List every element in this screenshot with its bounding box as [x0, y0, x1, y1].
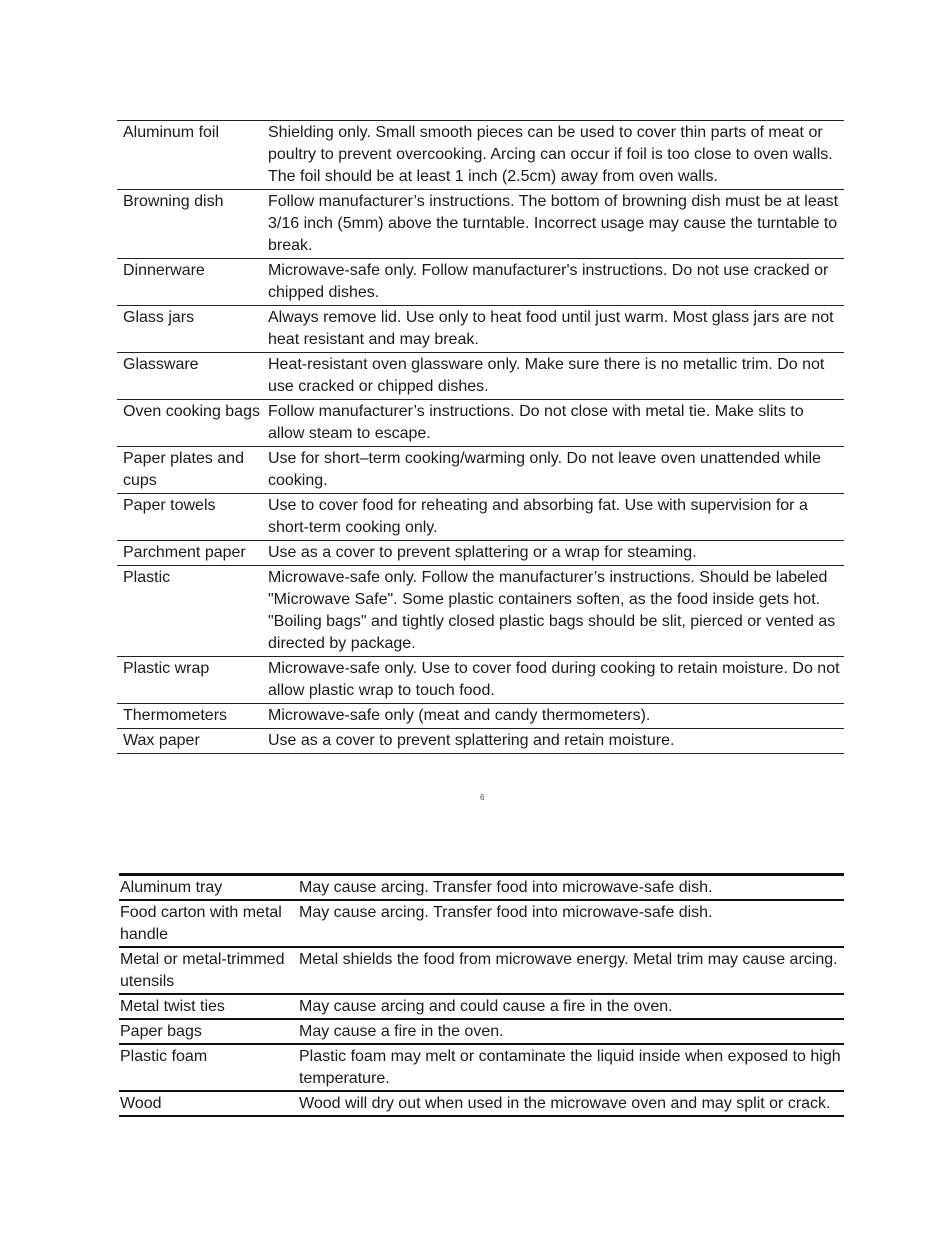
- material-name: Wood: [120, 1095, 162, 1112]
- material-name: Aluminum tray: [120, 879, 223, 896]
- material-description: Use to cover food for reheating and absorbing fat. Use with supervision for a short-term cooking only.: [268, 497, 808, 536]
- safe-materials-table: [117, 120, 844, 754]
- material-description: Metal shields the food from microwave energy. Metal trim may cause arcing.: [299, 951, 838, 968]
- material-name: Paper plates and cups: [123, 450, 244, 489]
- table-row: [117, 566, 844, 657]
- table-row: [117, 657, 844, 704]
- material-description: Use for short–term cooking/warming only. Do not leave oven unattended while cooking.: [268, 450, 821, 489]
- material-description: Microwave-safe only. Use to cover food during cooking to retain moisture. Do not allow plastic wrap to touch food.: [268, 660, 840, 699]
- table-row: [117, 494, 844, 541]
- table-row: [117, 353, 844, 400]
- material-description: Microwave-safe only. Follow the manufacturer’s instructions. Should be labeled "Microwave Safe". Some plastic containers soften, as the food inside gets hot. "Boiling bags" and tightly closed plastic bags should be slit, pierced or vented as directed by package.: [268, 569, 836, 652]
- material-description: Plastic foam may melt or contaminate the liquid inside when exposed to high temperature.: [299, 1048, 841, 1087]
- table-row: [119, 1044, 844, 1091]
- table-row: [117, 121, 844, 190]
- table-row: [119, 947, 844, 994]
- material-name: Plastic foam: [120, 1048, 208, 1065]
- unsafe-materials-table: [119, 873, 844, 1117]
- material-description: Shielding only. Small smooth pieces can be used to cover thin parts of meat or poultry to prevent overcooking. Arcing can occur if foil is too close to oven walls. The foil should be at least 1 inch (2.5cm) away from oven walls.: [268, 124, 833, 185]
- table-row: [119, 994, 844, 1019]
- table-row: [117, 541, 844, 566]
- material-description: Use as a cover to prevent splattering or a wrap for steaming.: [268, 544, 697, 561]
- material-description: May cause arcing. Transfer food into microwave-safe dish.: [299, 879, 713, 896]
- material-description: Microwave-safe only. Follow manufacturer's instructions. Do not use cracked or chipped dishes.: [268, 262, 829, 301]
- material-name: Plastic: [123, 569, 171, 586]
- material-description: Heat-resistant oven glassware only. Make sure there is no metallic trim. Do not use cracked or chipped dishes.: [268, 356, 825, 395]
- material-name: Paper bags: [120, 1023, 202, 1040]
- material-description: Follow manufacturer’s instructions. The bottom of browning dish must be at least 3/16 inch (5mm) above the turntable. Incorrect usage may cause the turntable to break.: [268, 193, 839, 254]
- table-row: [119, 1019, 844, 1044]
- material-name: Metal twist ties: [120, 998, 225, 1015]
- page-number: 6: [480, 793, 485, 802]
- material-name: Dinnerware: [123, 262, 205, 279]
- table-row: [119, 1091, 844, 1116]
- material-description: May cause arcing and could cause a fire in the oven.: [299, 998, 673, 1015]
- material-description: Microwave-safe only (meat and candy thermometers).: [268, 707, 651, 724]
- table-row: [117, 447, 844, 494]
- material-name: Thermometers: [123, 707, 228, 724]
- material-name: Wax paper: [123, 732, 200, 749]
- table-row: [119, 875, 844, 901]
- material-description: Always remove lid. Use only to heat food until just warm. Most glass jars are not heat resistant and may break.: [268, 309, 834, 348]
- material-name: Oven cooking bags: [123, 403, 260, 420]
- material-description: Follow manufacturer’s instructions. Do not close with metal tie. Make slits to allow steam to escape.: [268, 403, 804, 442]
- material-name: Plastic wrap: [123, 660, 210, 677]
- material-name: Food carton with metal handle: [120, 904, 282, 943]
- material-description: May cause a fire in the oven.: [299, 1023, 504, 1040]
- table-row: [117, 400, 844, 447]
- table-row: [117, 704, 844, 729]
- material-name: Paper towels: [123, 497, 216, 514]
- material-name: Browning dish: [123, 193, 224, 210]
- table-row: [117, 259, 844, 306]
- material-name: Glassware: [123, 356, 199, 373]
- material-name: Glass jars: [123, 309, 195, 326]
- material-description: Use as a cover to prevent splattering and retain moisture.: [268, 732, 675, 749]
- table-row: [117, 306, 844, 353]
- table-row: [119, 900, 844, 947]
- table-row: [117, 190, 844, 259]
- material-name: Parchment paper: [123, 544, 246, 561]
- material-description: May cause arcing. Transfer food into microwave-safe dish.: [299, 904, 713, 921]
- material-description: Wood will dry out when used in the microwave oven and may split or crack.: [299, 1095, 831, 1112]
- material-name: Metal or metal-trimmed utensils: [120, 951, 285, 990]
- table-row: [117, 729, 844, 754]
- material-name: Aluminum foil: [123, 124, 220, 141]
